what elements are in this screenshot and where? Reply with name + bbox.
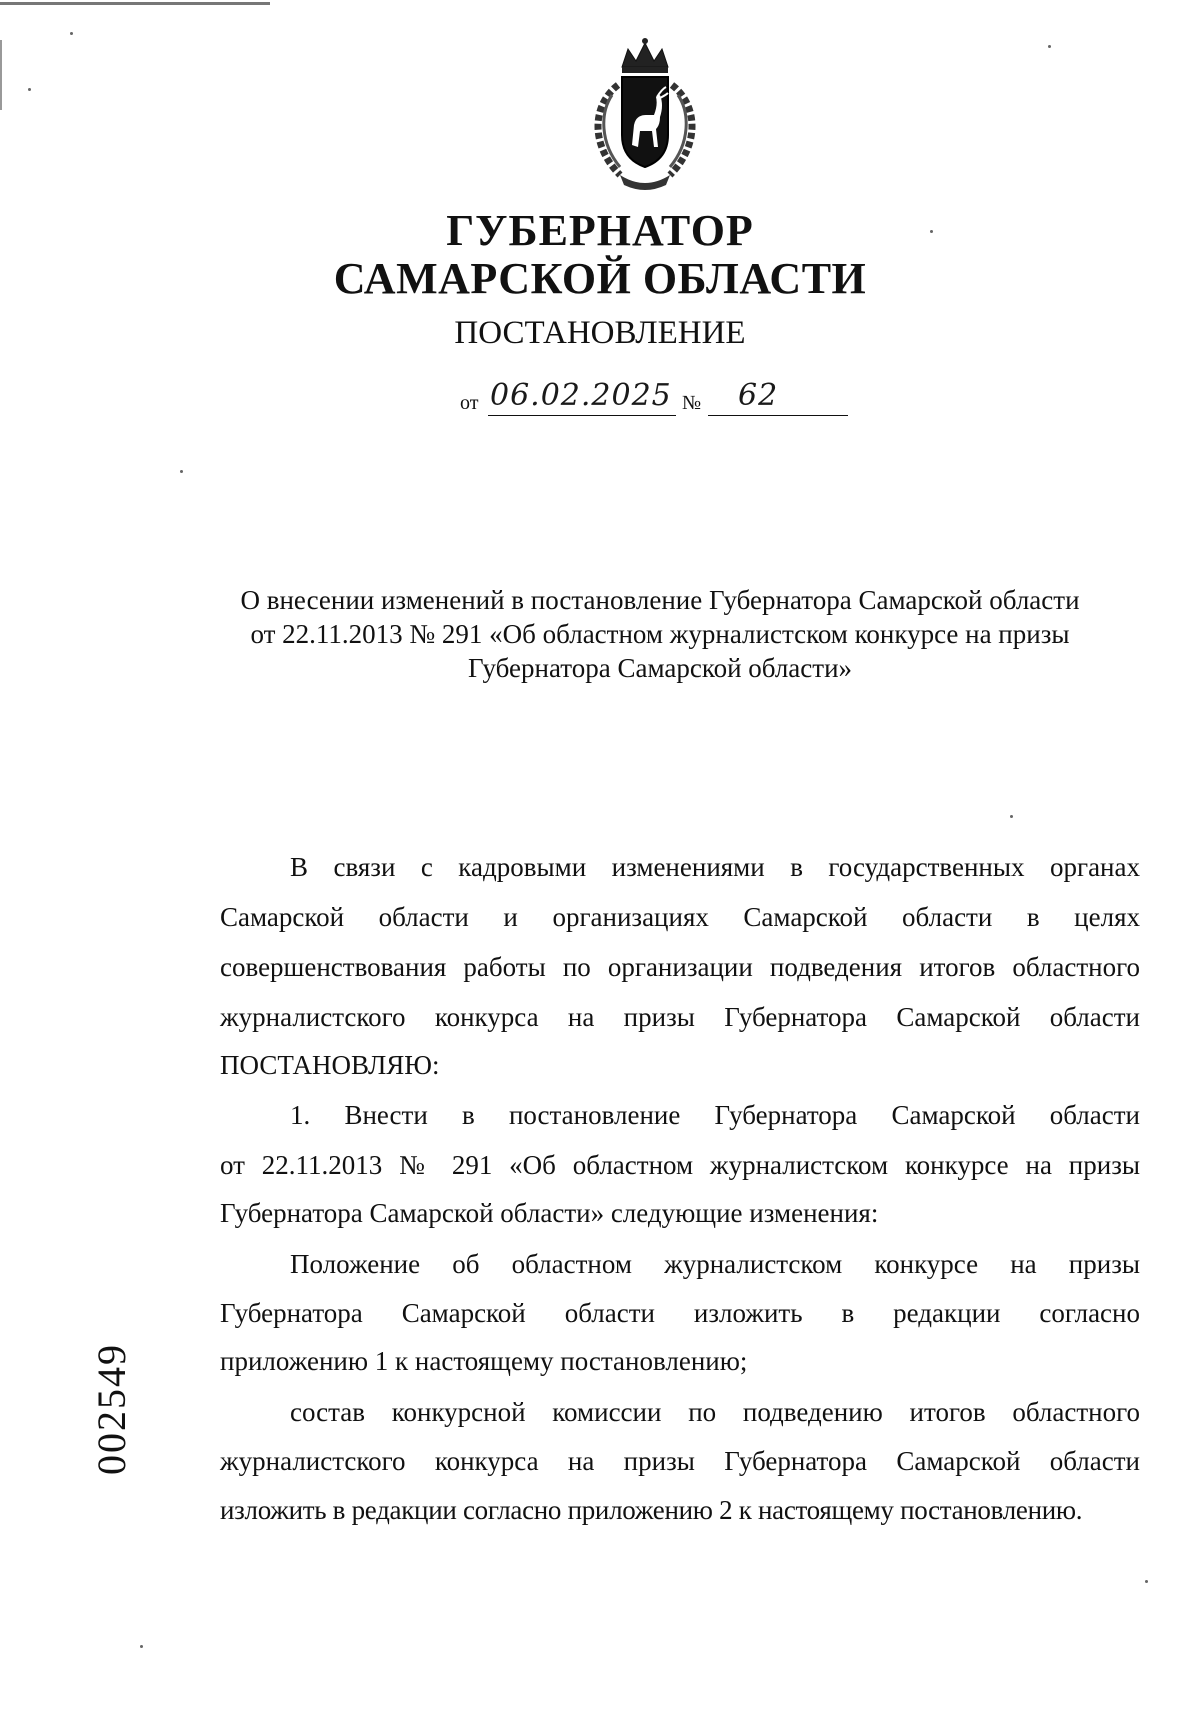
body-line: совершенствования работы по организации подведения итогов областного	[220, 952, 1140, 982]
scan-speck	[1048, 45, 1051, 48]
body-line: приложению 1 к настоящему постановлению;	[220, 1346, 748, 1376]
date-underline	[488, 415, 676, 416]
date-from-label: от	[460, 392, 479, 414]
document-subject	[200, 583, 1120, 685]
body-line: изложить в редакции согласно приложению 2 к настоящему постановлению.	[220, 1495, 1083, 1525]
body-line: состав конкурсной комиссии по подведению итогов областного	[290, 1397, 1140, 1427]
scan-artifact-edge	[0, 40, 2, 110]
body-line: Самарской области и организациях Самарской области в целях	[220, 902, 1140, 932]
body-line: Губернатора Самарской области изложить в редакции согласно	[220, 1298, 1140, 1328]
scan-speck	[180, 470, 183, 473]
number-underline	[708, 415, 848, 416]
body-line: 1. Внести в постановление Губернатора Самарской области	[290, 1100, 1140, 1130]
registration-number: 002549	[89, 1343, 134, 1475]
body-line: журналистского конкурса на призы Губернатора Самарской области	[220, 1446, 1140, 1476]
body-line: В связи с кадровыми изменениями в государственных органах	[290, 852, 1140, 882]
handwritten-number: 62	[738, 378, 779, 413]
body-line: Губернатора Самарской области» следующие изменения:	[220, 1198, 879, 1228]
date-number-line	[460, 378, 860, 418]
body-line: от 22.11.2013 № 291 «Об областном журналистском конкурсе на призы	[220, 1150, 1140, 1180]
subject-line: от 22.11.2013 № 291 «Об областном журналистском конкурсе на призы	[250, 619, 1070, 649]
scan-speck	[1145, 1580, 1148, 1583]
scan-artifact-line	[0, 2, 270, 5]
document-type: ПОСТАНОВЛЕНИЕ	[454, 315, 746, 351]
body-line: журналистского конкурса на призы Губернатора Самарской области	[220, 1002, 1140, 1032]
body-line: ПОСТАНОВЛЯЮ:	[220, 1050, 440, 1080]
governor-title-line2: САМАРСКОЙ ОБЛАСТИ	[333, 254, 867, 303]
scan-speck	[140, 1645, 143, 1648]
body-line: Положение об областном журналистском конкурсе на призы	[290, 1249, 1140, 1279]
subject-line: Губернатора Самарской области»	[467, 653, 853, 683]
subject-line: О внесении изменений в постановление Губернатора Самарской области	[240, 585, 1080, 615]
governor-title-line1: ГУБЕРНАТОР	[446, 206, 754, 255]
handwritten-date: 06.02.2025	[490, 378, 672, 413]
number-label: №	[682, 392, 702, 414]
scan-speck	[1010, 815, 1013, 818]
scan-speck	[70, 32, 73, 35]
samara-coat-of-arms-icon	[580, 35, 710, 195]
scan-speck	[28, 88, 31, 91]
